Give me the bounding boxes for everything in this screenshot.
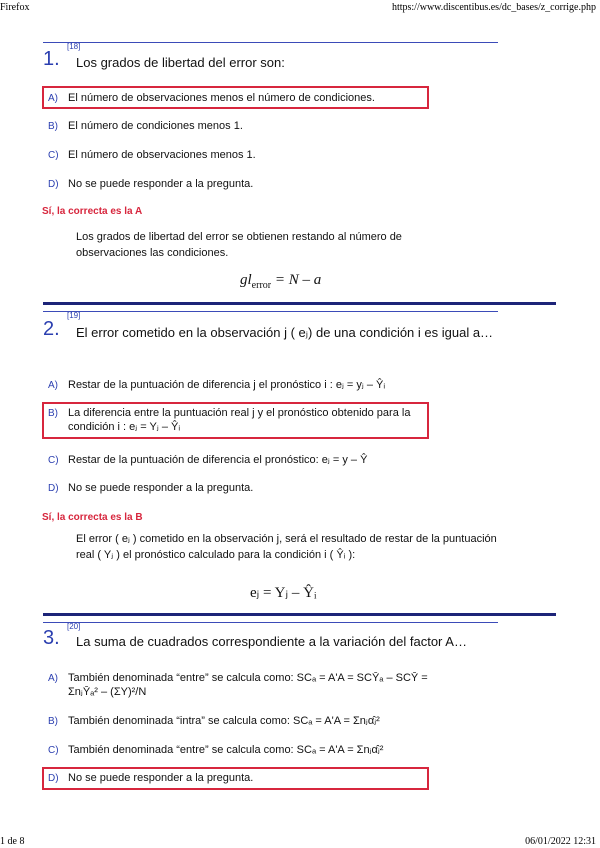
option-a[interactable]: También denominada “entre” se calcula como: SCₐ = A'A = SCȲₐ – SCȲ = ΣnⱼȲₐ² – (ΣY)²/N — [68, 672, 428, 698]
question-number: 1. — [43, 48, 60, 70]
question-text: El error cometido en la observación j ( eⱼ) de una condición i es igual a… — [76, 325, 494, 340]
option-letter: B) — [48, 408, 58, 419]
question-text: Los grados de libertad del error son: — [76, 55, 285, 70]
formula: eⱼ = Yⱼ – Ŷᵢ — [250, 585, 317, 601]
formula-sub: error — [251, 280, 272, 291]
option-letter: D) — [48, 179, 59, 190]
option-c[interactable]: También denominada “entre” se calcula como: SCₐ = A'A = Σnⱼα̂ⱼ² — [68, 744, 384, 756]
option-letter: B) — [48, 121, 58, 132]
option-c[interactable]: El número de observaciones menos 1. — [68, 149, 256, 161]
question-text: La suma de cuadrados correspondiente a la variación del factor A… — [76, 634, 467, 649]
question-number: 3. — [43, 627, 60, 649]
option-a[interactable]: Restar de la puntuación de diferencia j el pronóstico i : eⱼ = yⱼ – Ŷᵢ — [68, 379, 386, 391]
question-number: 2. — [43, 318, 60, 340]
option-letter: B) — [48, 716, 58, 727]
option-d[interactable]: No se puede responder a la pregunta. — [68, 772, 254, 784]
question-divider — [43, 622, 498, 623]
option-letter: A) — [48, 380, 58, 391]
formula-lhs: gl — [240, 272, 252, 288]
section-divider — [43, 302, 556, 305]
option-d[interactable]: No se puede responder a la pregunta. — [68, 482, 254, 494]
formula-rhs: = N – a — [271, 272, 322, 288]
explanation-text: Los grados de libertad del error se obtienen restando al número de observaciones las condiciones. — [76, 231, 402, 259]
option-letter: C) — [48, 455, 59, 466]
question-ref: [19] — [67, 311, 81, 320]
print-date: 06/01/2022 12:31 — [525, 836, 596, 847]
option-b[interactable]: La diferencia entre la puntuación real j y el pronóstico obtenido para la condición i : eⱼ = Yⱼ – Ŷᵢ — [68, 407, 411, 433]
option-letter: A) — [48, 673, 58, 684]
formula — [240, 272, 321, 291]
option-c[interactable]: Restar de la puntuación de diferencia el pronóstico: eⱼ = y – Ŷ — [68, 454, 368, 466]
option-d[interactable]: No se puede responder a la pregunta. — [68, 178, 254, 190]
question-divider — [43, 42, 498, 43]
option-letter: C) — [48, 150, 59, 161]
option-a[interactable]: El número de observaciones menos el número de condiciones. — [68, 92, 375, 104]
correct-answer-note: Sí, la correcta es la B — [42, 512, 143, 523]
option-letter: C) — [48, 745, 59, 756]
explanation-text: El error ( eⱼ ) cometido en la observación j, será el resultado de restar de la puntuación real ( Yⱼ ) el pronóstico calculado para la condición i ( Ŷᵢ ): — [76, 533, 497, 561]
page-counter: 1 de 8 — [0, 836, 25, 847]
question-divider — [43, 311, 498, 312]
page-url: https://www.discentibus.es/dc_bases/z_corrige.php — [391, 2, 596, 13]
option-b[interactable]: También denominada “intra” se calcula como: SCₐ = A'A = Σnⱼα̂ⱼ² — [68, 715, 380, 727]
section-divider — [43, 613, 556, 616]
option-letter: D) — [48, 483, 59, 494]
question-ref: [18] — [67, 42, 81, 51]
browser-name: Firefox — [0, 2, 30, 13]
option-letter: D) — [48, 773, 59, 784]
option-b[interactable]: El número de condiciones menos 1. — [68, 120, 243, 132]
question-ref: [20] — [67, 622, 81, 631]
option-letter: A) — [48, 93, 58, 104]
correct-answer-note: Sí, la correcta es la A — [42, 206, 143, 217]
